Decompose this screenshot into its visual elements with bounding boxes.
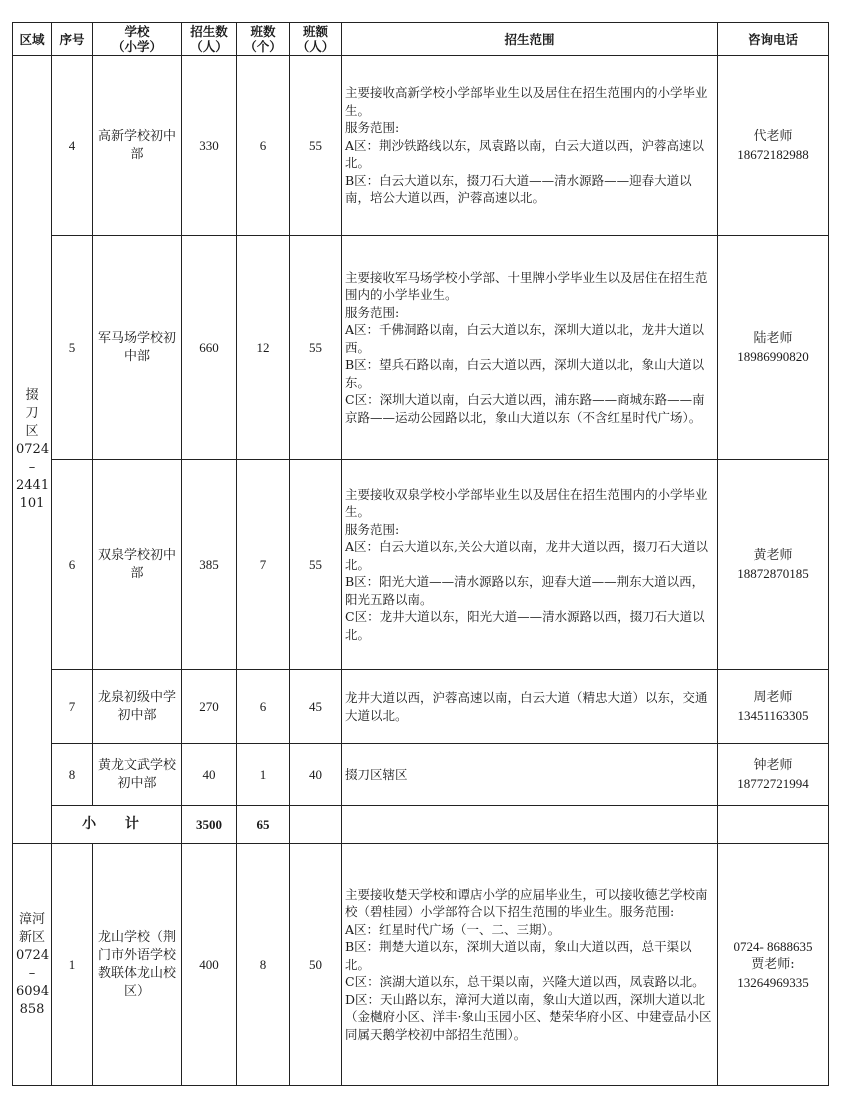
contact-name: 钟老师 — [753, 757, 793, 773]
scope-line: D区：天山路以东，漳河大道以南，象山大道以西，深圳大道以北（金樾府小区、洋丰·象山玉园小区、楚荣华府小区、中建壹品小区同属天鹅学校初中部招生范围）。 — [345, 991, 712, 1042]
header-row — [13, 23, 829, 56]
seq-cell: 5 — [52, 236, 93, 460]
scope-line: B区：望兵石路以南，白云大道以西，深圳大道以北，象山大道以东。 — [345, 357, 705, 390]
classes-cell: 6 — [237, 670, 290, 744]
class-size-cell: 55 — [290, 236, 342, 460]
enroll-cell: 330 — [182, 56, 237, 236]
scope-line: B区：阳光大道——清水源路以东，迎春大道——荆东大道以西，阳光五路以南。 — [345, 574, 705, 607]
enrollment-table — [12, 22, 829, 1086]
header-phone: 咨询电话 — [718, 23, 829, 56]
header-enroll: 招生数 （人） — [182, 23, 237, 56]
scope-line: C区：滨湖大道以东，总干渠以南，兴隆大道以西，凤袁路以北。 — [345, 974, 705, 990]
class-size-cell: 45 — [290, 670, 342, 744]
contact-phone: 13264969335 — [737, 974, 809, 990]
contact-office-phone: 0724- 8688635 — [733, 938, 813, 954]
scope-line: B区：白云大道以东，掇刀石大道——清水源路——迎春大道以南，培公大道以西，沪蓉高速以北。 — [345, 172, 692, 206]
enrollment-table-page — [12, 22, 828, 1086]
contact-cell — [718, 236, 829, 460]
scope-line: 服务范围: — [345, 521, 400, 537]
scope-line: C区：深圳大道以南，白云大道以西，浦东路——商城东路——南京路——运动公园路以北，象山大道以东（不含红星时代广场）。 — [345, 392, 705, 425]
scope-line: 主要接收高新学校小学部毕业生以及居住在招生范围内的小学毕业生。 — [345, 85, 708, 118]
seq-cell: 6 — [52, 460, 93, 670]
contact-cell — [718, 744, 829, 806]
scope-cell — [342, 670, 718, 744]
classes-cell: 1 — [237, 744, 290, 806]
classes-cell: 8 — [237, 844, 290, 1086]
seq-cell: 8 — [52, 744, 93, 806]
contact-phone: 18672182988 — [737, 146, 809, 162]
classes-cell: 12 — [237, 236, 290, 460]
subtotal-row — [13, 806, 829, 844]
scope-line: A区：红星时代广场（一、二、三期）。 — [345, 921, 561, 937]
scope-line: A区：白云大道以东,关公大道以南，龙井大道以西，掇刀石大道以北。 — [345, 539, 709, 572]
school-cell: 黄龙文武学校初中部 — [93, 744, 182, 806]
contact-cell — [718, 460, 829, 670]
header-seq: 序号 — [52, 23, 93, 56]
school-cell: 军马场学校初中部 — [93, 236, 182, 460]
contact-phone: 18872870185 — [737, 565, 809, 581]
seq-cell: 4 — [52, 56, 93, 236]
contact-phone: 13451163305 — [737, 707, 809, 723]
school-cell: 高新学校初中部 — [93, 56, 182, 236]
region-cell-zhanghe: 漳河 新区 0724 – 6094 858 — [13, 844, 52, 1086]
school-cell: 龙山学校（荆门市外语学校教联体龙山校区） — [93, 844, 182, 1086]
class-size-cell: 50 — [290, 844, 342, 1086]
contact-cell — [718, 844, 829, 1086]
contact-cell — [718, 56, 829, 236]
class-size-cell: 55 — [290, 460, 342, 670]
contact-phone: 18986990820 — [737, 348, 809, 364]
subtotal-empty-phone — [718, 806, 829, 844]
contact-name: 陆老师 — [753, 330, 793, 346]
scope-line: 龙井大道以西，沪蓉高速以南，白云大道（精忠大道）以东，交通大道以北。 — [345, 690, 708, 723]
scope-cell — [342, 460, 718, 670]
school-cell: 双泉学校初中部 — [93, 460, 182, 670]
subtotal-enroll: 3500 — [182, 806, 237, 844]
scope-line: 主要接收军马场学校小学部、十里牌小学毕业生以及居住在招生范围内的小学毕业生。 — [345, 269, 708, 303]
enroll-cell: 385 — [182, 460, 237, 670]
class-size-cell: 55 — [290, 56, 342, 236]
school-cell: 龙泉初级中学初中部 — [93, 670, 182, 744]
table-row — [13, 744, 829, 806]
scope-line: 主要接收双泉学校小学部毕业生以及居住在招生范围内的小学毕业生。 — [345, 486, 708, 520]
header-school: 学校 （小学） — [93, 23, 182, 56]
scope-cell — [342, 56, 718, 236]
classes-cell: 6 — [237, 56, 290, 236]
header-scope: 招生范围 — [342, 23, 718, 56]
subtotal-classes: 65 — [237, 806, 290, 844]
scope-line: 服务范围: — [345, 304, 400, 320]
header-region: 区域 — [13, 23, 52, 56]
scope-line: 服务范围: — [345, 120, 400, 136]
subtotal-empty-scope — [342, 806, 718, 844]
scope-line: 掇刀区辖区 — [345, 766, 408, 782]
enroll-cell: 400 — [182, 844, 237, 1086]
header-class-size: 班额 （人） — [290, 23, 342, 56]
scope-cell — [342, 236, 718, 460]
scope-line: B区：荆楚大道以东，深圳大道以南，象山大道以西，总干渠以北。 — [345, 939, 692, 972]
subtotal-label: 小 计 — [52, 806, 182, 844]
enroll-cell: 660 — [182, 236, 237, 460]
subtotal-empty-size — [290, 806, 342, 844]
contact-cell — [718, 670, 829, 744]
contact-name: 代老师 — [753, 128, 793, 144]
scope-line: C区：龙井大道以东，阳光大道——清水源路以西，掇刀石大道以北。 — [345, 609, 705, 642]
scope-line: 主要接收楚天学校和谭店小学的应届毕业生，可以接收德艺学校南校（碧桂园）小学部符合以下招生范围的毕业生。服务范围: — [345, 886, 708, 920]
table-row — [13, 460, 829, 670]
seq-cell: 1 — [52, 844, 93, 1086]
contact-phone: 18772721994 — [737, 775, 809, 791]
scope-cell — [342, 744, 718, 806]
header-classes: 班数 （个） — [237, 23, 290, 56]
table-row — [13, 670, 829, 744]
scope-cell — [342, 844, 718, 1086]
scope-line: A区：千佛洞路以南，白云大道以东，深圳大道以北，龙井大道以西。 — [345, 322, 705, 355]
scope-line: A区：荆沙铁路线以东，凤袁路以南，白云大道以西，沪蓉高速以北。 — [345, 137, 705, 171]
contact-name: 周老师 — [753, 689, 793, 705]
enroll-cell: 40 — [182, 744, 237, 806]
table-row — [13, 56, 829, 236]
contact-name: 黄老师 — [753, 547, 793, 563]
contact-name: 贾老师: — [751, 956, 795, 972]
table-row — [13, 844, 829, 1086]
table-row — [13, 236, 829, 460]
classes-cell: 7 — [237, 460, 290, 670]
region-cell-duodao: 掇 刀 区 0724 – 2441 101 — [13, 56, 52, 844]
seq-cell: 7 — [52, 670, 93, 744]
enroll-cell: 270 — [182, 670, 237, 744]
class-size-cell: 40 — [290, 744, 342, 806]
